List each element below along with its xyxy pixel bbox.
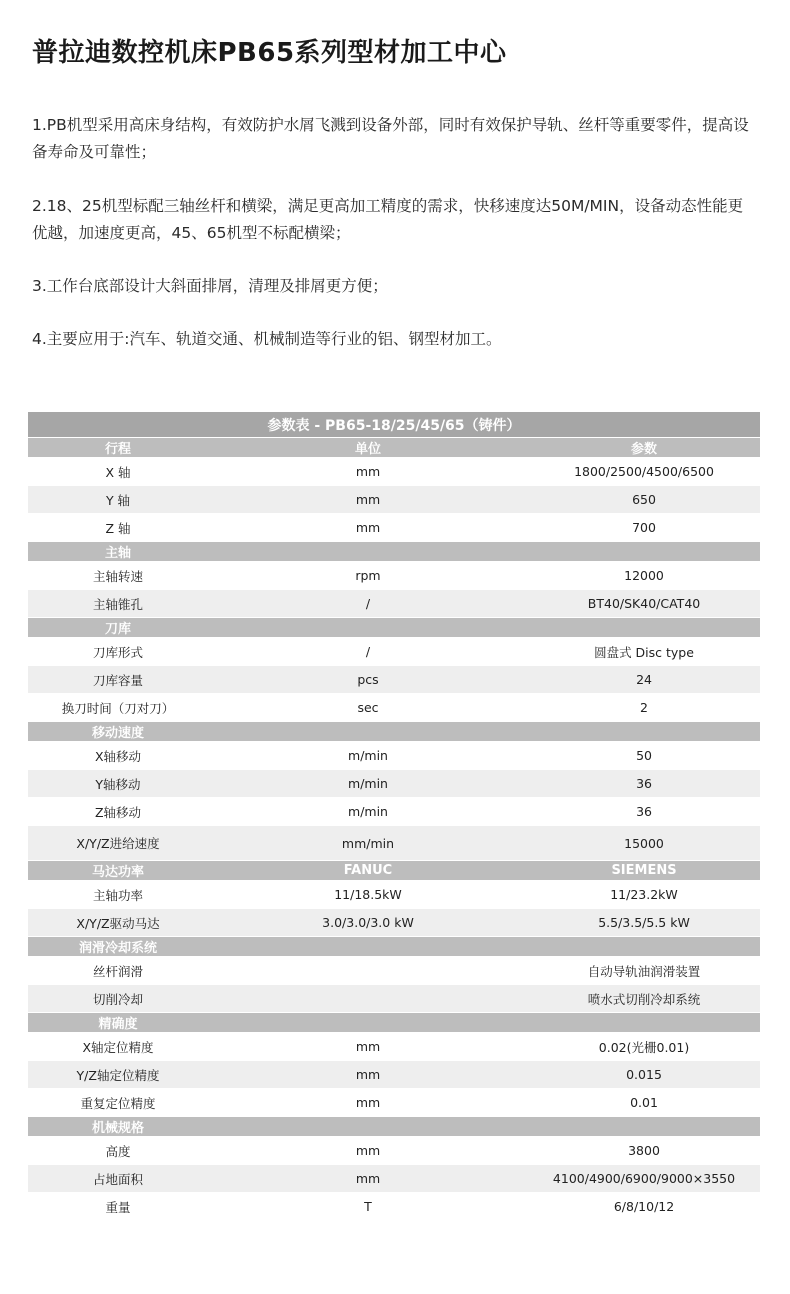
header-cell-item: 行程: [28, 438, 208, 458]
table-row: [28, 909, 760, 937]
cell-value: 1800/2500/4500/6500: [528, 458, 760, 486]
table-row: [28, 881, 760, 909]
section-cell-value: [528, 937, 760, 957]
section-cell-item: 主轴: [28, 542, 208, 562]
cell-unit: T: [208, 1193, 528, 1221]
cell-unit: sec: [208, 694, 528, 722]
section-cell-value: [528, 618, 760, 638]
cell-value: 36: [528, 798, 760, 826]
cell-value: 3800: [528, 1137, 760, 1165]
table-row: [28, 590, 760, 618]
section-cell-unit: [208, 937, 528, 957]
cell-unit: m/min: [208, 770, 528, 798]
cell-value: 自动导轨油润滑装置: [528, 957, 760, 985]
cell-value: 11/23.2kW: [528, 881, 760, 909]
table-section-row: [28, 542, 760, 562]
cell-value: 4100/4900/6900/9000×3550: [528, 1165, 760, 1193]
cell-unit: /: [208, 638, 528, 666]
cell-item: X/Y/Z驱动马达: [28, 909, 208, 937]
cell-item: Z 轴: [28, 514, 208, 542]
table-caption: 参数表 - PB65-18/25/45/65（铸件）: [28, 412, 760, 438]
cell-value: 12000: [528, 562, 760, 590]
cell-item: Y轴移动: [28, 770, 208, 798]
section-cell-unit: [208, 1117, 528, 1137]
section-cell-unit: [208, 722, 528, 742]
section-cell-value: [528, 722, 760, 742]
cell-value: 650: [528, 486, 760, 514]
section-cell-item: 机械规格: [28, 1117, 208, 1137]
table-row: [28, 770, 760, 798]
feature-paragraph-2: 2.18、25机型标配三轴丝杆和横梁，满足更高加工精度的需求，快移速度达50M/MIN，设备动态性能更优越，加速度更高，45、65机型不标配横梁；: [32, 197, 744, 242]
cell-value: 0.02(光栅0.01): [528, 1033, 760, 1061]
table-row: [28, 458, 760, 486]
table-section-row: [28, 861, 760, 881]
cell-item: Y/Z轴定位精度: [28, 1061, 208, 1089]
cell-item: Z轴移动: [28, 798, 208, 826]
header-cell-value: 参数: [528, 438, 760, 458]
cell-value: 0.01: [528, 1089, 760, 1117]
cell-item: X/Y/Z进给速度: [28, 826, 208, 861]
cell-unit: pcs: [208, 666, 528, 694]
table-section-row: [28, 618, 760, 638]
cell-unit: mm: [208, 1165, 528, 1193]
table-header-row: [28, 438, 760, 458]
cell-item: 刀库形式: [28, 638, 208, 666]
cell-value: 700: [528, 514, 760, 542]
cell-item: 丝杆润滑: [28, 957, 208, 985]
cell-item: 主轴转速: [28, 562, 208, 590]
cell-unit: [208, 985, 528, 1013]
section-cell-value: [528, 1117, 760, 1137]
table-section-row: [28, 1013, 760, 1033]
table-row: [28, 1089, 760, 1117]
cell-unit: 3.0/3.0/3.0 kW: [208, 909, 528, 937]
cell-unit: 11/18.5kW: [208, 881, 528, 909]
cell-unit: /: [208, 590, 528, 618]
section-cell-unit: [208, 542, 528, 562]
cell-unit: [208, 957, 528, 985]
cell-item: 主轴功率: [28, 881, 208, 909]
cell-unit: mm: [208, 1061, 528, 1089]
cell-unit: mm: [208, 458, 528, 486]
table-row: [28, 957, 760, 985]
table-row: [28, 694, 760, 722]
table-row: [28, 486, 760, 514]
section-cell-item: 移动速度: [28, 722, 208, 742]
cell-value: 36: [528, 770, 760, 798]
table-row: [28, 638, 760, 666]
cell-value: 15000: [528, 826, 760, 861]
cell-unit: m/min: [208, 742, 528, 770]
table-row: [28, 666, 760, 694]
cell-value: 50: [528, 742, 760, 770]
cell-item: 换刀时间（刀对刀）: [28, 694, 208, 722]
spec-table-body: [28, 412, 760, 1221]
table-section-row: [28, 937, 760, 957]
cell-value: BT40/SK40/CAT40: [528, 590, 760, 618]
section-cell-unit: FANUC: [208, 861, 528, 881]
cell-item: 重复定位精度: [28, 1089, 208, 1117]
cell-unit: mm: [208, 1033, 528, 1061]
cell-item: 占地面积: [28, 1165, 208, 1193]
spec-table: [28, 412, 760, 1221]
table-row: [28, 826, 760, 861]
section-cell-value: [528, 542, 760, 562]
cell-item: X 轴: [28, 458, 208, 486]
cell-unit: mm/min: [208, 826, 528, 861]
table-section-row: [28, 722, 760, 742]
feature-paragraph-4: 4.主要应用于:汽车、轨道交通、机械制造等行业的铝、钢型材加工。: [32, 330, 502, 348]
cell-unit: rpm: [208, 562, 528, 590]
table-row: [28, 985, 760, 1013]
table-row: [28, 1193, 760, 1221]
cell-unit: mm: [208, 1137, 528, 1165]
table-section-row: [28, 1117, 760, 1137]
cell-item: 切削冷却: [28, 985, 208, 1013]
page-title: 普拉迪数控机床PB65系列型材加工中心: [32, 38, 507, 68]
cell-item: Y 轴: [28, 486, 208, 514]
section-cell-unit: [208, 1013, 528, 1033]
header-cell-unit: 单位: [208, 438, 528, 458]
section-cell-item: 马达功率: [28, 861, 208, 881]
cell-item: 重量: [28, 1193, 208, 1221]
cell-value: 6/8/10/12: [528, 1193, 760, 1221]
section-cell-item: 刀库: [28, 618, 208, 638]
cell-item: 刀库容量: [28, 666, 208, 694]
cell-value: 24: [528, 666, 760, 694]
section-cell-unit: [208, 618, 528, 638]
table-row: [28, 1165, 760, 1193]
cell-value: 圆盘式 Disc type: [528, 638, 760, 666]
cell-value: 2: [528, 694, 760, 722]
table-row: [28, 1061, 760, 1089]
table-row: [28, 562, 760, 590]
cell-value: 喷水式切削冷却系统: [528, 985, 760, 1013]
section-cell-item: 润滑冷却系统: [28, 937, 208, 957]
cell-value: 0.015: [528, 1061, 760, 1089]
table-caption-row: [28, 412, 760, 438]
cell-item: 主轴锥孔: [28, 590, 208, 618]
cell-unit: m/min: [208, 798, 528, 826]
table-row: [28, 742, 760, 770]
cell-item: X轴移动: [28, 742, 208, 770]
table-row: [28, 798, 760, 826]
cell-unit: mm: [208, 514, 528, 542]
section-cell-value: [528, 1013, 760, 1033]
cell-value: 5.5/3.5/5.5 kW: [528, 909, 760, 937]
feature-paragraph-3: 3.工作台底部设计大斜面排屑，清理及排屑更方便；: [32, 277, 388, 295]
table-row: [28, 1033, 760, 1061]
section-cell-value: SIEMENS: [528, 861, 760, 881]
cell-item: 高度: [28, 1137, 208, 1165]
cell-unit: mm: [208, 486, 528, 514]
table-row: [28, 1137, 760, 1165]
feature-paragraph-1: 1.PB机型采用高床身结构，有效防护水屑飞溅到设备外部，同时有效保护导轨、丝杆等重要零件，提高设备寿命及可靠性；: [32, 116, 749, 161]
section-cell-item: 精确度: [28, 1013, 208, 1033]
cell-unit: mm: [208, 1089, 528, 1117]
cell-item: X轴定位精度: [28, 1033, 208, 1061]
table-row: [28, 514, 760, 542]
